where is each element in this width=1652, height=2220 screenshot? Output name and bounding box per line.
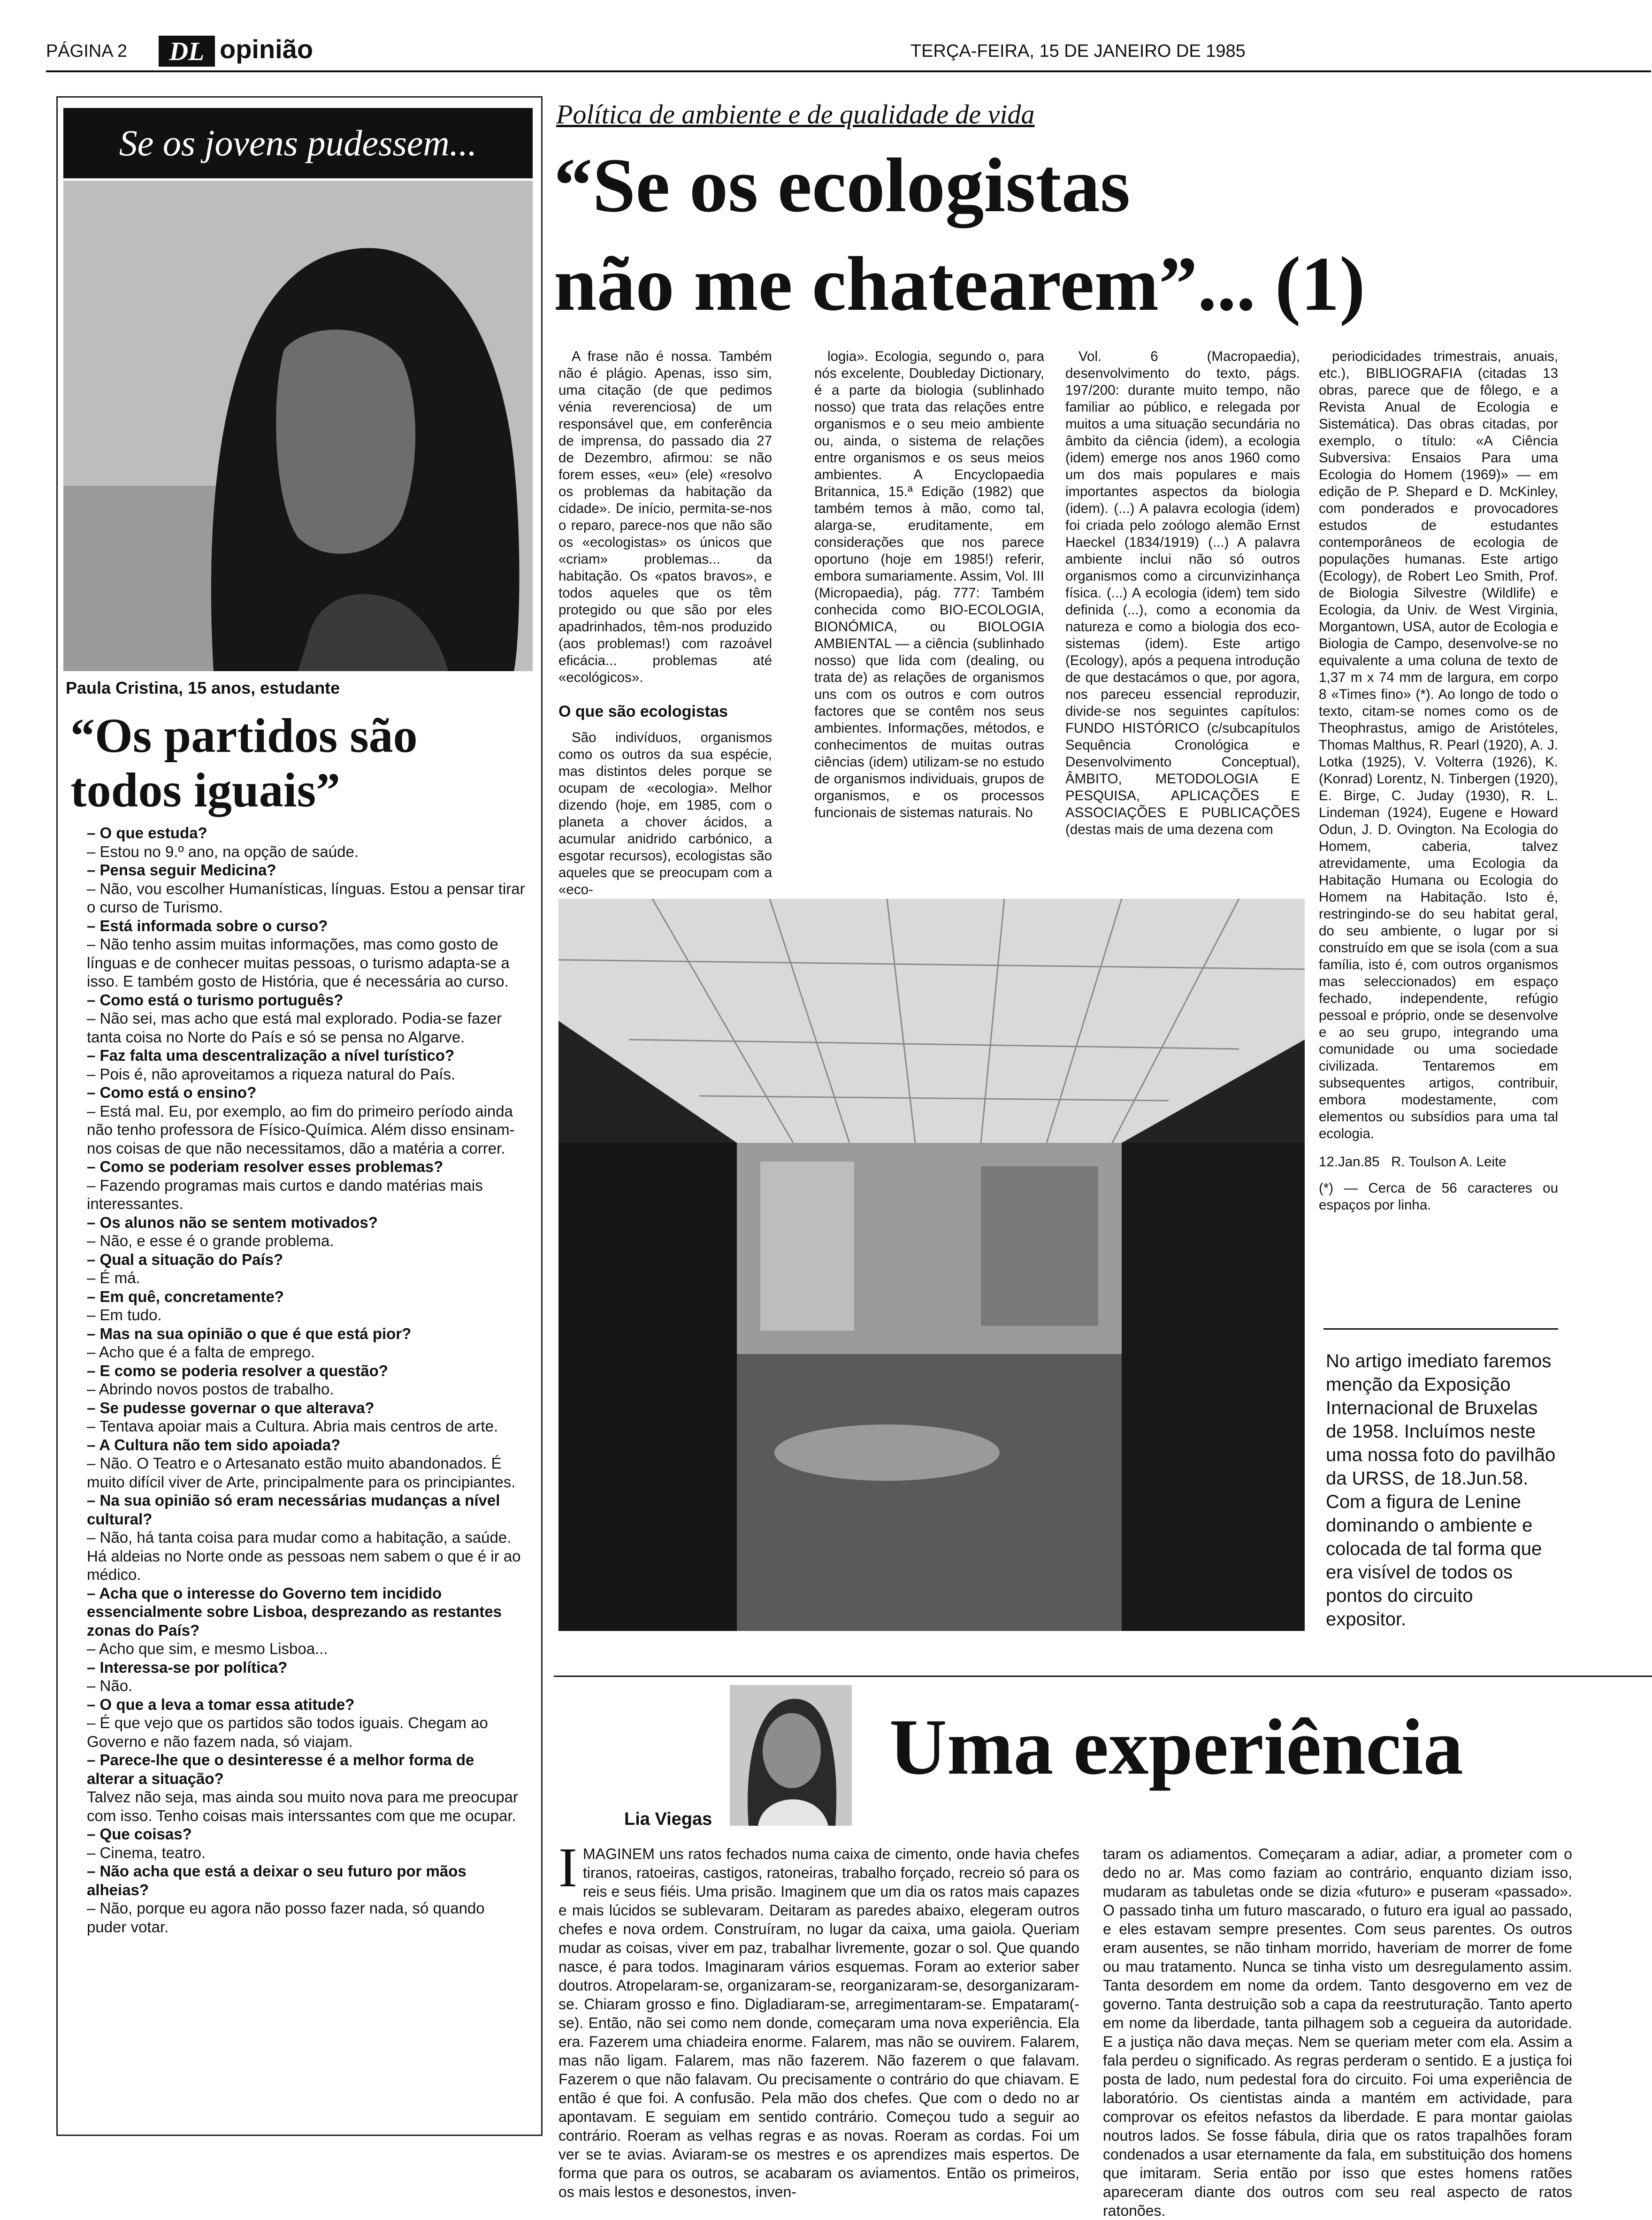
interview-answer: – Não tenho assim muitas informações, mas como gosto de línguas e de conhecer muitas pessoas, o turismo adapta-se a isso. E também gosto de História, que é necessária ao curso. (87, 935, 510, 990)
interview-question: – Em quê, concretamente? (87, 1287, 284, 1305)
interview-question: – Os alunos não se sentem motivados? (87, 1213, 378, 1231)
interview-headline: “Os partidos são todos iguais” (70, 709, 418, 817)
interview-question: – A Cultura não tem sido apoiada? (87, 1436, 341, 1454)
interview-question: – Que coisas? (87, 1825, 192, 1843)
interview-question: – Como se poderiam resolver esses problemas? (87, 1158, 444, 1175)
banner-text: Se os jovens pudessem... (119, 122, 477, 163)
bottom-headline: Uma experiência (889, 1703, 1463, 1791)
article-headline-line2: não me chatearem”... (1) (554, 241, 1365, 327)
portrait-photo (63, 181, 533, 671)
bottom-col1-text: MAGINEM uns ratos fechados numa caixa de cimento, onde havia chefes tiranos, ratoeiras, castigos, ratoneiras, trabalho forçado, recreio só para os reis e seus fiéis. Uma prisão. Imaginem que um dia os ratos mais capazes e mais lúcidos se sublevaram. Deitaram as paredes abaixo, elegeram outros chefes e nova ordem. Construíram, no lugar da caixa, uma gaiola. Queriam mudar as coisas, viver em paz, trabalhar livremente, gozar o sol. Que quando nasce, é para todos. Imaginaram vários esquemas. Foram ao exterior saber doutros. Atropelaram-se, organizaram-se, reorganizaram-se, desorganizaram-se. Chiaram grosso e fino. Digladiaram-se, arregimentaram-se. Empataram(-se). Então, não sei como nem donde, começaram uma nova experiência. Ela era. Fazerem uma chiadeira enorme. Falarem, mas não se ouvirem. Falarem, mas não ligam. Falarem, mas não fazerem. Não fazerem o que falavam. Fazerem o que não falavam. Ou precisamente o contrário do que chiavam. E então é que foi. A confusão. Pela mão dos chefes. Que com o dedo no ar apontavam. E seguiam em sentido contrário. Começou tudo a seguir ao contrário. Roeram as velhas regras e as novas. Roeram as cordas. Foi um ver se te avias. Aviaram-se os mestres e os aprendizes mais espertos. De forma que para os outros, se acabaram os aviamentos. Então os primeiros, os mais lestos e desonestos, inven- (558, 1845, 1079, 2200)
interview-answer: – Não, vou escolher Humanísticas, línguas. Estou a pensar tirar o curso de Turismo. (87, 880, 525, 916)
boxnote-text: No artigo imediato faremos menção da Exposição Internacional de Bruxelas de 1958. Incluímos neste uma nossa foto do pavilhão da URSS, de 18.Jun.58. Com a figura de Lenine dominando o ambiente e colocada de tal forma que era visível de todos os pontos do circuito expositor. (1326, 1351, 1556, 1630)
interview-qa (73, 824, 526, 1936)
article-headline-line1: “Se os ecologistas (554, 142, 1131, 228)
newspaper-logo (159, 33, 215, 69)
interview-banner (63, 108, 533, 178)
interview-question: – O que a leva a tomar essa atitude? (87, 1695, 355, 1713)
interview-question: – Se pudesse governar o que alterava? (87, 1399, 375, 1416)
bottom-col2-text: taram os adiamentos. Começaram a adiar, adiar, a prometer com o dedo no ar. Mas como faziam ao contrário, enquanto diziam isso, mudaram as tabuletas onde se dizia «futuro» e puseram «passado». O passado tinha um futuro mascarado, o futuro era igual ao passado, e eles estavam sempre presentes. Com seus parentes. Os outros eram ausentes, se não tinham morrido, haveriam de morrer de fome ou mau tratamento. Nunca se tinha visto um desregulamento assim. Tanta desordem em nome da ordem. Tanto desgoverno em vez de governo. Tanta destruição sob a capa da reestruturação. Tanto aperto em nome da liberdade, tanta pilhagem sob a cegueira da autoridade. E a justiça não dava meças. Nem se queriam meter com ela. Assim a fala perdeu o significado. As regras perderam o sentido. E a justiça foi posta de lado, num pedestal fora do circuito. Foi uma experiência de laboratório. Os cientistas ainda a mantém em actividade, para comprovar os efeitos nefastos da liberdade. E para montar gaiolas noutros lados. Se fosse fábula, diria que os ratos trapalhões foram condenados a usar eternamente da fala, em substituição dos homens que imitaram. Seria então por isso que estes homens ratões apareceram diante dos outros com seu real aspecto de ratos ratonões. (1103, 1845, 1572, 2219)
interview-question: – E como se poderia resolver a questão? (87, 1362, 388, 1379)
header-rule (46, 70, 1651, 72)
article-column-4 (1319, 348, 1558, 1213)
interview-answer: – Não, porque eu agora não posso fazer nada, só quando puder votar. (87, 1899, 485, 1936)
interview-answer: – Estou no 9.º ano, na opção de saúde. (87, 842, 359, 860)
interview-answer: Talvez não seja, mas ainda sou muito nova para me preocupar com isso. Tenho coisas mais interssantes com que me ocupar. (87, 1788, 519, 1824)
portrait-caption: Paula Cristina, 15 anos, estudante (66, 678, 340, 697)
bottom-column-1 (558, 1836, 1079, 2200)
interview-answer: – Em tudo. (87, 1306, 162, 1324)
signature-author: R. Toulson A. Leite (1391, 1154, 1507, 1170)
article-subhead: O que são ecologistas (558, 703, 728, 720)
interview-question: – Como está o ensino? (87, 1084, 257, 1101)
issue-date: TERÇA-FEIRA, 15 DE JANEIRO DE 1985 (910, 41, 1246, 61)
interview-question: – Não acha que está a deixar o seu futuro por mãos alheias? (87, 1862, 467, 1898)
interview-answer: – Tentava apoiar mais a Cultura. Abria mais centros de arte. (87, 1417, 498, 1435)
page-number: PÁGINA 2 (46, 41, 128, 61)
interview-answer: – Não, há tanta coisa para mudar como a habitação, a saúde. Há aldeias no Norte onde as pessoas nem sabem o que é ir ao médico. (87, 1529, 521, 1583)
pavilion-photo (558, 899, 1305, 1631)
interview-answer: – É que vejo que os partidos são todos iguais. Chegam ao Governo e não fazem nada, só viajam. (87, 1714, 488, 1750)
interview-question: – Como está o turismo português? (87, 991, 344, 1009)
article-col1b-text: São indivíduos, organismos como os outros da sua espécie, mas distintos deles porque se ocupam de «ecologia». Melhor dizendo (hoje, em 1985, com o planeta a chover ácidos, a acumular anidrido carbónico, a esgotar recursos), ecologistas são aqueles que se preocupam com a «eco- (558, 730, 772, 897)
interview-answer: – Pois é, não aproveitamos a riqueza natural do País. (87, 1065, 456, 1083)
interview-question: – Está informada sobre o curso? (87, 917, 328, 934)
girl-portrait-icon (63, 181, 533, 671)
interview-answer: – Cinema, teatro. (87, 1844, 206, 1861)
pavilion-interior-icon (558, 899, 1305, 1631)
interview-question: – Parece-lhe que o desinteresse é a melhor forma de alterar a situação? (87, 1751, 474, 1787)
article-col2-text: logia». Ecologia, segundo o, para nós excelente, Doubleday Dictionary, é a parte da biologia (sublinhado nosso) que trata das relações entre organismos e o seu meio ambiente ou, ainda, o sistema de relações entre organismos e os seus meios ambientes. A Encyclopaedia Britannica, 15.ª Edição (1982) que também temos à mão, como tal, alarga-se, eruditamente, em considerações que nos parece oportuno (hoje em 1985!) referir, embora sumariamente. Assim, Vol. III (Micropaedia), pág. 777: Também conhecida como BIO-ECOLOGIA, BIONÓMICA, ou BIOLOGIA AMBIENTAL — a ciência (sublinhado nosso) que lida com (dealing, ou trata de) as relações de organismos uns com os outros e com outros factores que se contêm nos seus ambientes. Informações, métodos, e conhecimentos de muitas outras ciências (idem) utilizam-se no estudo de organismos individuais, grupos de organismos, e os processos funcionais de sistemas naturais. No (814, 349, 1044, 820)
svg-text:DL: DL (169, 37, 205, 66)
interview-answer: – É má. (87, 1269, 140, 1286)
dropcap: I (558, 1836, 577, 1898)
interview-question: – Interessa-se por política? (87, 1658, 288, 1676)
interview-answer: – Não. O Teatro e o Artesanato estão muito abandonados. É muito difícil viver de Arte, principalmente para os principiantes. (87, 1454, 516, 1491)
interview-answer: – Abrindo novos postos de trabalho. (87, 1380, 334, 1398)
article-column-1 (558, 348, 772, 897)
bottom-rule (554, 1676, 1652, 1677)
interview-question: – Qual a situação do País? (87, 1250, 283, 1268)
interview-answer: – Fazendo programas mais curtos e dando matérias mais interessantes. (87, 1176, 483, 1212)
interview-question: – Acha que o interesse do Governo tem incidido essencialmente sobre Lisboa, desprezando as restantes zonas do País? (87, 1584, 502, 1639)
interview-question: – Mas na sua opinião o que é que está pior? (87, 1324, 412, 1342)
author-byline: Lia Viegas (624, 1809, 712, 1829)
logo-mark-icon (159, 33, 215, 69)
author-portrait-icon (730, 1685, 852, 1826)
interview-question: – O que estuda? (87, 824, 207, 842)
article-column-2 (814, 348, 1044, 883)
footnote: (*) — Cerca de 56 caracteres ou espaços por linha. (1319, 1180, 1558, 1213)
interview-answer: – Não. (87, 1677, 133, 1694)
article-col4-text: periodicidades trimestrais, anuais, etc.), BIBLIOGRAFIA (citadas 13 obras, parece que de fôlego, e a Revista Anual de Ecologia e Sistemática). Das obras citadas, por exemplo, o título: «A Ciência Subversiva: Ensaios Para uma Ecologia do Homem (1969)» — em edição de P. Shepard e D. McKinley, com ponderados e provocadores estudos de estudantes contemporâneos de ecologia de populações humanas. Este artigo (Ecology), de Robert Leo Smith, Prof. de Biologia Silvestre (Wildlife) e Ecologia, da Univ. de West Virginia, Morgantown, USA, autor de Ecologia e Biologia de Campo, desenvolve-se no equivalente a uma coluna de texto de 1,37 m x 74 mm de largura, em corpo 8 «Times fino» (*). Ao longo de todo o texto, citam-se nomes como os de Theophrastus, amigo de Aristóteles, Thomas Malthus, R. Pearl (1920), A. J. Lotka (1925), V. Volterra (1926), K. (Konrad) Lorentz, N. Tinbergen (1920), E. Birge, C. Juday (1930), R. L. Lindeman (1924), Eugene e Howard Odun, J. D. Ovington. Na Ecologia do Homem, caberia, talvez atrevidamente, uma Ecologia da Habitação Humana ou Ecologia do Homem na Habitação. Isto é, restringindo-se do seu habitat geral, do seu ambiente, o lugar por si construído em que se isola (com a sua família, isto é, com outros organismos mas seleccionados) em espaço fechado, independente, refúgio pessoal e próprio, onde se desenvolve e ao seu grupo, integrando uma comunidade ou uma sociedade civilizada. Tentaremos em subsequentes artigos, contribuir, embora modestamente, com elementos ou subsídios para uma tal ecologia. (1319, 349, 1558, 1141)
signature-date: 12.Jan.85 (1319, 1154, 1380, 1170)
article-column-3 (1065, 348, 1300, 883)
interview-answer: – Não, e esse é o grande problema. (87, 1232, 334, 1249)
interview-answer: – Está mal. Eu, por exemplo, ao fim do primeiro período ainda não tenho professora de Físico-Química. Além disso ensinam-nos coisas de que não necessitamos, dão a matéria a correr. (87, 1102, 515, 1157)
interview-answer: – Não sei, mas acho que está mal explorado. Podia-se fazer tanta coisa no Norte do País e só se pensa no Algarve. (87, 1010, 502, 1046)
interview-answer: – Acho que é a falta de emprego. (87, 1343, 315, 1361)
article-col1-text: A frase não é nossa. Também não é plágio. Apenas, isso sim, uma citação (de que pedimos vénia reverenciosa) de um responsável que, em conferência de imprensa, do passado dia 27 de Dezembro, afirmou: se não forem esses, «eu» (ele) «resolvo os problemas da habitação da cidade». De início, permita-se-nos o reparo, parece-nos que não são os «ecologistas» os únicos que «criam» problemas... da habitação. Os «patos bravos», e todos aqueles que os têm protegido ou que são por eles apadrinhados, têm-nos produzido (aos problemas!) com razoável eficácia... problemas até «ecológicos». (558, 349, 772, 685)
article-col3-text: Vol. 6 (Macropaedia), desenvolvimento do texto, págs. 197/200: durante muito tempo, não familiar ao público, e relegada por muitos a uma situação secundária no âmbito da ciência (idem), a ecologia (idem) emerge nos anos 1960 como um dos mais populares e mais importantes aspectos da biologia (idem). (...) A palavra ecologia (idem) foi criada pelo zoólogo alemão Ernst Haeckel (1834/1919) (...) A palavra ambiente inclui não só outros organismos como a circunvizinhança física. (...) A ecologia (idem) tem sido definida (...), como a economia da natureza e como a biologia dos eco-sistemas (idem). Este artigo (Ecology), após a pequena introdução de que destacámos o que, por agora, nos pareceu essencial reproduzir, divide-se nos seguintes capítulos: FUNDO HISTÓRICO (c/subcapítulos Sequência Cronológica e Desenvolvimento Conceptual), ÂMBITO, METODOLOGIA E PESQUISA, APLICAÇÕES E ASSOCIAÇÕES E PUBLICAÇÕES (destas mais de uma dezena com (1065, 349, 1300, 837)
boxnote-rule (1323, 1328, 1558, 1330)
interview-question: – Faz falta uma descentralização a nível turístico? (87, 1047, 455, 1064)
bottom-column-2 (1103, 1845, 1572, 2219)
article-kicker: Política de ambiente e de qualidade de vida (556, 99, 1035, 130)
interview-question: – Pensa seguir Medicina? (87, 861, 276, 879)
interview-answer: – Acho que sim, e mesmo Lisboa... (87, 1640, 328, 1657)
section-title: opinião (220, 34, 314, 64)
interview-question: – Na sua opinião só eram necessárias mudanças a nível cultural? (87, 1492, 500, 1528)
author-photo (730, 1685, 852, 1826)
